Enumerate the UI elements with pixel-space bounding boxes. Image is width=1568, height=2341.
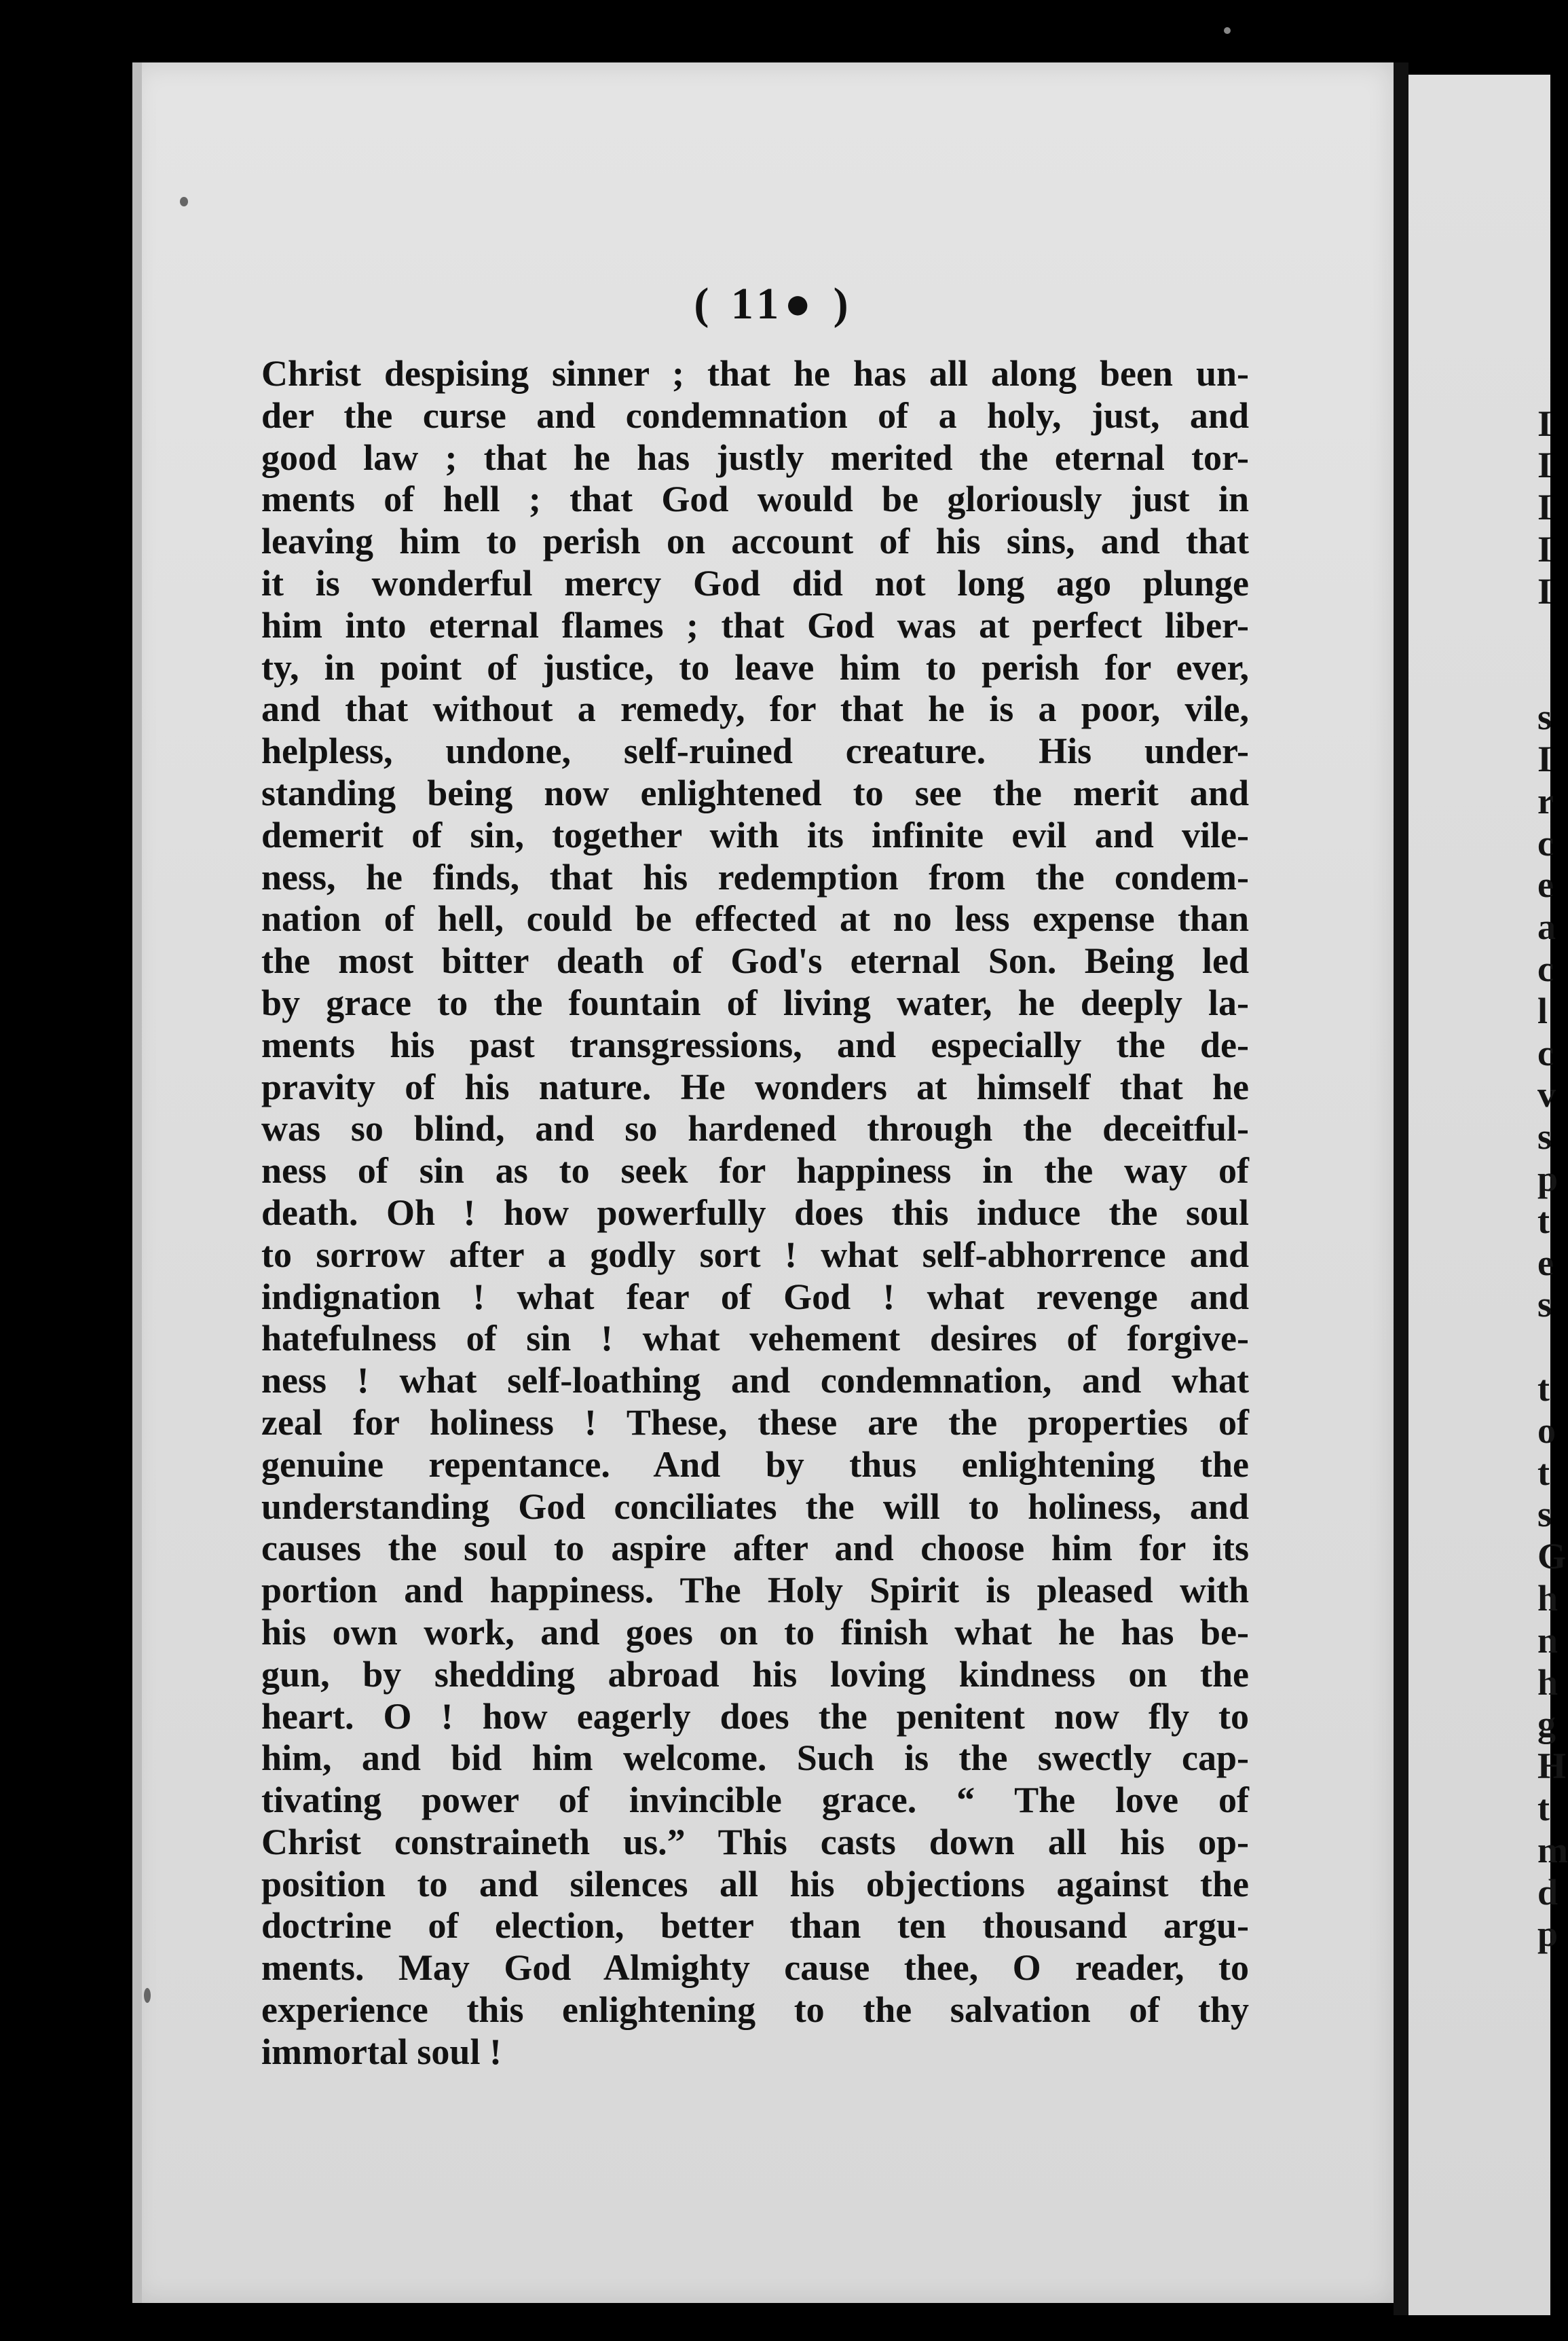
text-line: was so blind, and so hardened through the deceitful- xyxy=(261,1108,1249,1149)
facing-page-letter: I xyxy=(1537,487,1552,528)
text-line: portion and happiness. The Holy Spirit is pleased with xyxy=(261,1570,1249,1611)
text-line: the most bitter death of God's eternal Son. Being led xyxy=(261,940,1249,982)
text-line: helpless, undone, self-ruined creature. His under- xyxy=(261,731,1249,772)
text-line: demerit of sin, together with its infinite evil and vile- xyxy=(261,814,1249,855)
facing-page-letter: c xyxy=(1537,1032,1554,1073)
text-line: understanding God conciliates the will to holiness, and xyxy=(261,1486,1249,1527)
facing-page-letter: e xyxy=(1537,864,1554,906)
ink-speck xyxy=(180,197,188,206)
facing-page-letter: I xyxy=(1537,739,1552,779)
text-line: hatefulness of sin ! what vehement desires of forgive- xyxy=(261,1318,1249,1359)
text-line: pravity of his nature. He wonders at himself that he xyxy=(261,1066,1249,1107)
text-line: standing being now enlightened to see the merit and xyxy=(261,772,1249,813)
text-line: genuine repentance. And by thus enlightening the xyxy=(261,1443,1249,1485)
facing-page-letter: g xyxy=(1537,1703,1556,1745)
page-body-text xyxy=(261,353,1249,2118)
facing-page-letter: I xyxy=(1537,445,1552,486)
facing-page-letter: r xyxy=(1537,780,1554,822)
text-line: good law ; that he has justly merited the eternal tor- xyxy=(261,437,1249,478)
text-line: to sorrow after a godly sort ! what self-abhorrence and xyxy=(261,1234,1249,1275)
facing-page-letter: e xyxy=(1537,1242,1554,1283)
text-line: ments. May God Almighty cause thee, O reader, to xyxy=(261,1947,1249,1989)
facing-page-letter: n xyxy=(1537,1619,1558,1661)
text-line: position to and silences all his objections against the xyxy=(261,1863,1249,1904)
facing-page-letter: p xyxy=(1537,1158,1558,1199)
text-line: and that without a remedy, for that he is a poor, vile, xyxy=(261,688,1249,730)
facing-page-letter: t xyxy=(1537,1452,1550,1493)
facing-page-letter: I xyxy=(1537,529,1552,570)
text-line: leaving him to perish on account of his sins, and that xyxy=(261,521,1249,562)
facing-page-letter: o xyxy=(1537,1409,1556,1451)
facing-page-letter: s xyxy=(1537,1116,1552,1158)
text-line: der the curse and condemnation of a holy, just, and xyxy=(261,394,1249,436)
facing-page-letter: s xyxy=(1537,1284,1552,1325)
text-line: him, and bid him welcome. Such is the swectly cap- xyxy=(261,1737,1249,1779)
facing-page-letter: c xyxy=(1537,948,1554,989)
text-line: ments his past transgressions, and especially the de- xyxy=(261,1024,1249,1065)
text-line: Christ constraineth us.” This casts down all his op- xyxy=(261,1821,1249,1862)
book-gutter xyxy=(1394,62,1408,2315)
facing-page-letter: I xyxy=(1537,403,1552,444)
text-line: indignation ! what fear of God ! what revenge and xyxy=(261,1276,1249,1317)
text-line: immortal soul ! xyxy=(261,2031,502,2072)
text-line: ty, in point of justice, to leave him to perish for ever, xyxy=(261,646,1249,688)
text-line: ments of hell ; that God would be gloriously just in xyxy=(261,479,1249,520)
facing-page-letter: H xyxy=(1537,1746,1567,1787)
text-line: by grace to the fountain of living water, he deeply la- xyxy=(261,982,1249,1023)
ink-speck xyxy=(144,1988,151,2003)
text-line: tivating power of invincible grace. “ The love of xyxy=(261,1780,1249,1821)
facing-page-letter: h xyxy=(1537,1661,1558,1703)
facing-page-letter: c xyxy=(1537,822,1554,864)
text-line: him into eternal flames ; that God was at perfect liber- xyxy=(261,604,1249,646)
facing-page-letter: I xyxy=(1537,570,1552,612)
text-line: ness ! what self-loathing and condemnation, and what xyxy=(261,1360,1249,1401)
text-line: Christ despising sinner ; that he has all along been un- xyxy=(261,353,1249,394)
next-page-fragments xyxy=(1408,319,1568,2084)
text-line: his own work, and goes on to finish what he has be- xyxy=(261,1611,1249,1653)
facing-page-letter: a xyxy=(1537,906,1556,948)
ink-speck xyxy=(1224,27,1231,34)
facing-page-letter: t xyxy=(1537,1200,1550,1241)
facing-page-letter: G xyxy=(1537,1536,1567,1577)
text-line: doctrine of election, better than ten thousand argu- xyxy=(261,1905,1249,1947)
text-line: gun, by shedding abroad his loving kindness on the xyxy=(261,1653,1249,1695)
facing-page-letter: h xyxy=(1537,1578,1558,1619)
text-line: nation of hell, could be effected at no less expense than xyxy=(261,898,1249,940)
facing-page-letter: v xyxy=(1537,1074,1556,1116)
facing-page-letter: t xyxy=(1537,1788,1550,1828)
text-line: zeal for holiness ! These, these are the properties of xyxy=(261,1401,1249,1443)
facing-page-letter: m xyxy=(1537,1829,1568,1870)
text-line: it is wonderful mercy God did not long ago plunge xyxy=(261,562,1249,604)
page-number: ( 11● ) xyxy=(694,279,854,329)
text-line: ness, he finds, that his redemption from the condem- xyxy=(261,856,1249,898)
facing-page-letter: l xyxy=(1537,990,1548,1031)
facing-page-letter: t xyxy=(1537,1368,1550,1409)
facing-page-letter: s xyxy=(1537,697,1552,738)
text-line: heart. O ! how eagerly does the penitent now fly to xyxy=(261,1695,1249,1737)
text-line: experience this enlightening to the salvation of thy xyxy=(261,1989,1249,2031)
text-line: causes the soul to aspire after and choose him for its xyxy=(261,1528,1249,1569)
text-line: ness of sin as to seek for happiness in the way of xyxy=(261,1150,1249,1192)
facing-page-letter: d xyxy=(1537,1871,1558,1913)
text-line: death. Oh ! how powerfully does this induce the soul xyxy=(261,1192,1249,1233)
facing-page-letter: p xyxy=(1537,1913,1558,1955)
facing-page-letter: s xyxy=(1537,1494,1552,1535)
